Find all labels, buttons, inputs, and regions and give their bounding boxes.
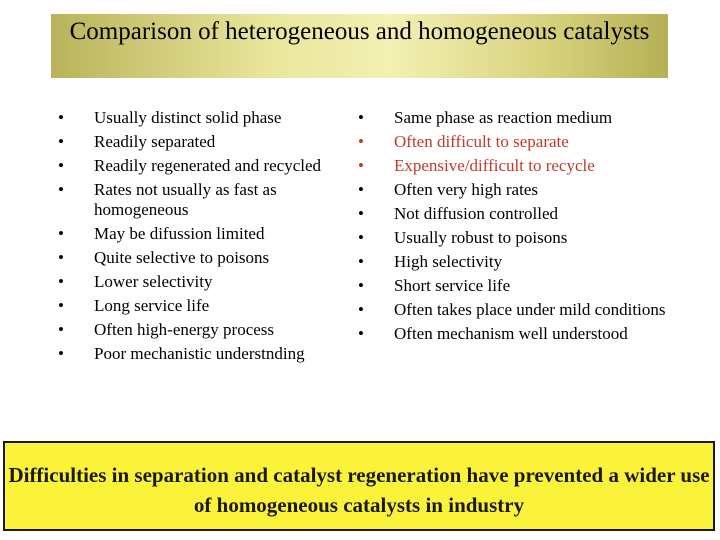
heterogeneous-item-text: Long service life (94, 296, 210, 315)
bullet-icon: • (58, 156, 64, 175)
homogeneous-item (358, 204, 678, 224)
heterogeneous-item (58, 108, 358, 128)
heterogeneous-item-text: Readily regenerated and recycled (94, 156, 322, 175)
homogeneous-list (358, 108, 678, 344)
bullet-icon: • (58, 180, 64, 199)
heterogeneous-item (58, 156, 358, 176)
bullet-icon: • (358, 180, 364, 199)
heterogeneous-item (58, 224, 358, 244)
homogeneous-item-text: Not diffusion controlled (394, 204, 558, 223)
homogeneous-item-text: Short service life (394, 276, 511, 295)
heterogeneous-item-text: Usually distinct solid phase (94, 108, 282, 127)
bullet-icon: • (58, 132, 64, 151)
slide-title: Comparison of heterogeneous and homogeneous catalysts (51, 14, 668, 78)
heterogeneous-item (58, 248, 358, 268)
bullet-icon: • (58, 248, 64, 267)
homogeneous-item (358, 108, 678, 128)
homogeneous-item (358, 252, 678, 272)
heterogeneous-column (58, 108, 358, 368)
heterogeneous-item (58, 272, 358, 292)
bullet-icon: • (358, 156, 364, 175)
homogeneous-item-text: High selectivity (394, 252, 503, 271)
bullet-icon: • (358, 132, 364, 151)
homogeneous-item (358, 132, 678, 152)
bullet-icon: • (58, 224, 64, 243)
homogeneous-item (358, 324, 678, 344)
homogeneous-item (358, 180, 678, 200)
bullet-icon: • (358, 276, 364, 295)
homogeneous-item (358, 156, 678, 176)
bullet-icon: • (58, 296, 64, 315)
heterogeneous-item-text: Often high-energy process (94, 320, 275, 339)
homogeneous-item-text: Often mechanism well understood (394, 324, 628, 343)
bullet-icon: • (358, 324, 364, 343)
homogeneous-item-text: Same phase as reaction medium (394, 108, 613, 127)
homogeneous-item (358, 228, 678, 248)
heterogeneous-item-text: Rates not usually as fast as homogeneous (94, 180, 277, 219)
heterogeneous-item (58, 132, 358, 152)
homogeneous-item-text: Often very high rates (394, 180, 538, 199)
homogeneous-item-text: Often takes place under mild conditions (394, 300, 666, 319)
homogeneous-item (358, 300, 678, 320)
bullet-icon: • (358, 300, 364, 319)
heterogeneous-item-text: Lower selectivity (94, 272, 213, 291)
heterogeneous-item (58, 296, 358, 316)
heterogeneous-item (58, 320, 358, 340)
conclusion-note: Difficulties in separation and catalyst regeneration have prevented a wider use of homogeneous catalysts in industry (3, 441, 715, 531)
bullet-icon: • (58, 344, 64, 363)
homogeneous-item (358, 276, 678, 296)
bullet-icon: • (58, 108, 64, 127)
heterogeneous-item-text: Quite selective to poisons (94, 248, 270, 267)
bullet-icon: • (358, 204, 364, 223)
homogeneous-column (358, 108, 678, 348)
heterogeneous-list (58, 108, 358, 364)
heterogeneous-item (58, 180, 358, 220)
homogeneous-item-text: Often difficult to separate (394, 132, 569, 151)
heterogeneous-item-text: Readily separated (94, 132, 216, 151)
heterogeneous-item (58, 344, 358, 364)
bullet-icon: • (358, 228, 364, 247)
bullet-icon: • (58, 272, 64, 291)
bullet-icon: • (358, 252, 364, 271)
heterogeneous-item-text: Poor mechanistic understnding (94, 344, 305, 363)
heterogeneous-item-text: May be difussion limited (94, 224, 265, 243)
homogeneous-item-text: Usually robust to poisons (394, 228, 568, 247)
bullet-icon: • (358, 108, 364, 127)
bullet-icon: • (58, 320, 64, 339)
homogeneous-item-text: Expensive/difficult to recycle (394, 156, 595, 175)
